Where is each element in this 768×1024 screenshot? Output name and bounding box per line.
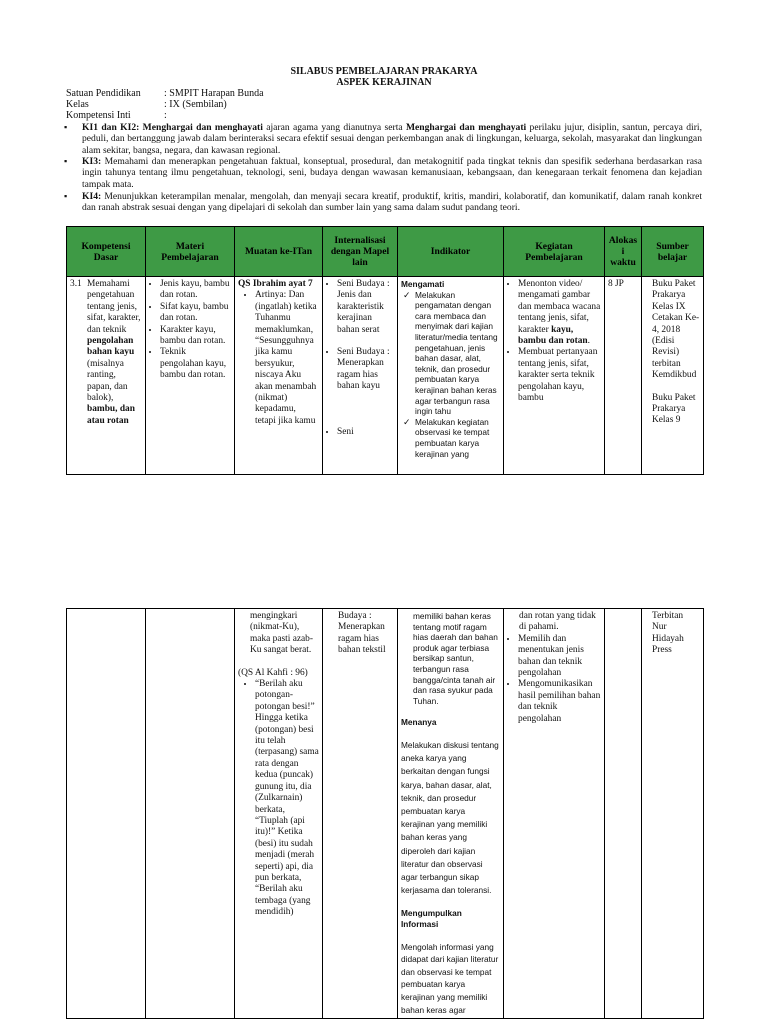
- cell-muatan: mengingkari (nikmat-Ku), maka pasti azab-Ku sangat berat. (QS Al Kahfi : 96) • “Berilah aku potongan-potongan besi!” Hingga ketika (potongan) besi itu telah (terpasang) sama rata dengan kedua (puncak) gunung itu, dia (Zulkarnain) berkata, “Tiuplah (api itu)!” Ketika (besi) itu sudah menjadi (merah seperti) api, dia pun berkata, “Berilah aku tembaga (yang mendidih): [235, 609, 323, 1019]
- cell-indikator: Mengamati ✓ Melakukan pengamatan dengan cara membaca dan menyimak dari kajian literatur/media tentang pengetahuan, jenis bahan dasar, alat, teknik, dan prosedur pembuatan karya kerajinan bahan keras agar terbangun rasa ingin tahu ✓ Melakukan kegiatan observasi ke tempat pembuatan karya kerajinan yang: [398, 277, 504, 475]
- list-item: ✓ Melakukan kegiatan observasi ke tempat pembuatan karya kerajinan yang: [415, 417, 500, 459]
- cell-indikator: memiliki bahan keras tentang motif ragam hias daerah dan bahan produk agar terbiasa bersikap santun, terbangun rasa bangga/cinta tanah air dan rasa syukur pada Tuhan. Menanya Melakukan diskusi tentang aneka karya yang berkaitan dengan fungsi karya, bahan dasar, alat, teknik, dan prosedur pembuatan karya kerajinan yang memiliki bahan keras yang diperoleh dari kajian literatur dan observasi agar terbangun sikap kerjasama dan toleransi. Mengumpulkan Informasi Mengolah informasi yang didapat dari kajian literatur dan observasi ke tempat pembuatan karya kerajinan yang memiliki bahan keras agar: [398, 609, 504, 1019]
- col-header-kd: Kompetensi Dasar: [67, 227, 146, 277]
- bullet-icon: ▪: [64, 156, 68, 166]
- list-item: • Sifat kayu, bambu dan rotan.: [160, 302, 231, 325]
- list-item: • “Berilah aku potongan-potongan besi!” Hingga ketika (potongan) besi itu telah (terpasang) sama rata dengan kedua (puncak) gunung itu, dia (Zulkarnain) berkata, “Tiuplah (api itu)!” Ketika (besi) itu sudah menjadi (merah seperti) api, dia pun berkata, “Berilah aku tembaga (yang mendidih): [255, 679, 319, 919]
- ki1-ki2-paragraph: ▪ KI1 dan KI2: Menghargai dan menghayati ajaran agama yang dianutnya serta Menghargai dan menghayati perilaku jujur, disiplin, santun, percaya diri, peduli, dan bertanggung jawab dalam berinteraksi secara efektif sesuai dengan perkembangan anak di lingkungan, keluarga, sekolah, masyarakat dan lingkungan alam sekitar, bangsa, negara, dan kawasan regional.: [64, 122, 702, 156]
- col-header-kegiatan: Kegiatan Pembelajaran: [504, 227, 605, 277]
- col-header-muatan: Muatan ke-ITan: [235, 227, 323, 277]
- syllabus-table-continued: [66, 608, 704, 1019]
- page-2: [0, 600, 768, 1024]
- bullet-icon: ▪: [64, 191, 68, 201]
- syllabus-subtitle: ASPEK KERAJINAN: [336, 77, 432, 88]
- list-item: • Teknik pengolahan kayu, bambu dan rotan.: [160, 347, 231, 381]
- cell-sumber: Buku Paket Prakarya Kelas IX Cetakan Ke-4, 2018 (Edisi Revisi) terbitan Kemdikbud Buku Paket Prakarya Kelas 9: [642, 277, 704, 475]
- col-header-materi: Materi Pembelajaran: [146, 227, 235, 277]
- ki4-paragraph: ▪ KI4: Menunjukkan keterampilan menalar, mengolah, dan menyaji secara kreatif, produktif, kritis, mandiri, kolaboratif, dan komunikatif, dalam ranah konkret dan ranah abstrak sesuai dengan yang dipelajari di sekolah dan sumber lain yang sama dalam sudut pandang teori.: [64, 191, 702, 214]
- cell-kd: 3.1 Memahami pengetahuan tentang jenis, sifat, karakter, dan teknik pengolahan bahan kayu (misalnya ranting, papan, dan balok), bambu, dan atau rotan: [67, 277, 146, 475]
- meta-satuan: Satuan Pendidikan : SMPIT Harapan Bunda: [66, 88, 264, 99]
- col-header-alokasi: Alokas i waktu: [605, 227, 642, 277]
- col-header-indikator: Indikator: [398, 227, 504, 277]
- col-header-internalisasi: Internalisasi dengan Mapel lain: [323, 227, 398, 277]
- syllabus-title: SILABUS PEMBELAJARAN PRAKARYA: [290, 66, 478, 77]
- list-item: ✓ Melakukan pengamatan dengan cara membaca dan menyimak dari kajian literatur/media tentang pengetahuan, jenis bahan dasar, alat, teknik, dan prosedur pembuatan karya kerajinan bahan keras agar terbangun rasa ingin tahu: [415, 290, 500, 417]
- meta-kelas: Kelas : IX (Sembilan): [66, 99, 227, 110]
- materi-list: [149, 279, 231, 382]
- bullet-icon: ▪: [64, 122, 68, 132]
- cell-sumber: Terbitan Nur Hidayah Press: [642, 609, 704, 1019]
- syllabus-table: [66, 226, 704, 475]
- list-item: • Jenis kayu, bambu dan rotan.: [160, 279, 231, 302]
- cell-alokasi: 8 JP: [605, 277, 642, 475]
- cell-kegiatan: dan rotan yang tidak di pahami. • Memilih dan menentukan jenis bahan dan teknik pengolahan • Mengomunikasikan hasil pemilihan bahan dan teknik pengolahan: [504, 609, 605, 1019]
- cell-muatan: QS Ibrahim ayat 7 • Artinya: Dan (ingatlah) ketika Tuhanmu memaklumkan, “Sesungguhnya jika kamu bersyukur, niscaya Aku akan menambah (nikmat) kepadamu, tetapi jika kamu: [235, 277, 323, 475]
- cell-materi: [146, 277, 235, 475]
- cell-kegiatan: [504, 277, 605, 475]
- cell-internalisasi: Budaya : Menerapkan ragam hias bahan tekstil: [323, 609, 398, 1019]
- cell-alokasi: [605, 609, 642, 1019]
- list-item: • Artinya: Dan (ingatlah) ketika Tuhanmu memaklumkan, “Sesungguhnya jika kamu bersyukur, niscaya Aku akan menambah (nikmat) kepadamu, tetapi jika kamu: [255, 290, 319, 427]
- cell-internalisasi: [323, 277, 398, 475]
- list-item: • Memilih dan menentukan jenis bahan dan teknik pengolahan: [518, 634, 601, 680]
- list-item: • Mengomunikasikan hasil pemilihan bahan dan teknik pengolahan: [518, 679, 601, 725]
- cell-kd: [67, 609, 146, 1019]
- list-item: • Membuat pertanyaan tentang jenis, sifat, karakter serta teknik pengolahan kayu, bambu: [518, 347, 601, 404]
- cell-materi: [146, 609, 235, 1019]
- list-item: • Seni Budaya : Menerapkan ragam hias bahan kayu: [337, 347, 394, 393]
- ki3-paragraph: ▪ KI3: Memahami dan menerapkan pengetahuan faktual, konseptual, prosedural, dan metakognitif pada tingkat teknis dan spesifik sederhana berdasarkan rasa ingin tahunya tentang ilmu pengetahuan, teknologi, seni, budaya dengan wawasan kemanusiaan, kebangsaan, dan kenegaraan terkait fenomena dan kejadian tampak mata.: [64, 156, 702, 190]
- col-header-sumber: Sumber belajar: [642, 227, 704, 277]
- table-row: [67, 277, 704, 475]
- list-item: • Seni Budaya : Jenis dan karakteristik kerajinan bahan serat: [337, 279, 394, 336]
- list-item: • Karakter kayu, bambu dan rotan.: [160, 325, 231, 348]
- meta-ki: Kompetensi Inti :: [66, 110, 167, 121]
- list-item: • Seni: [337, 427, 394, 438]
- table-row: [67, 609, 704, 1019]
- table-header-row: [67, 227, 704, 277]
- list-item: • Menonton video/ mengamati gambar dan membaca wacana tentang jenis, sifat, karakter kayu, bambu dan rotan.: [518, 279, 601, 347]
